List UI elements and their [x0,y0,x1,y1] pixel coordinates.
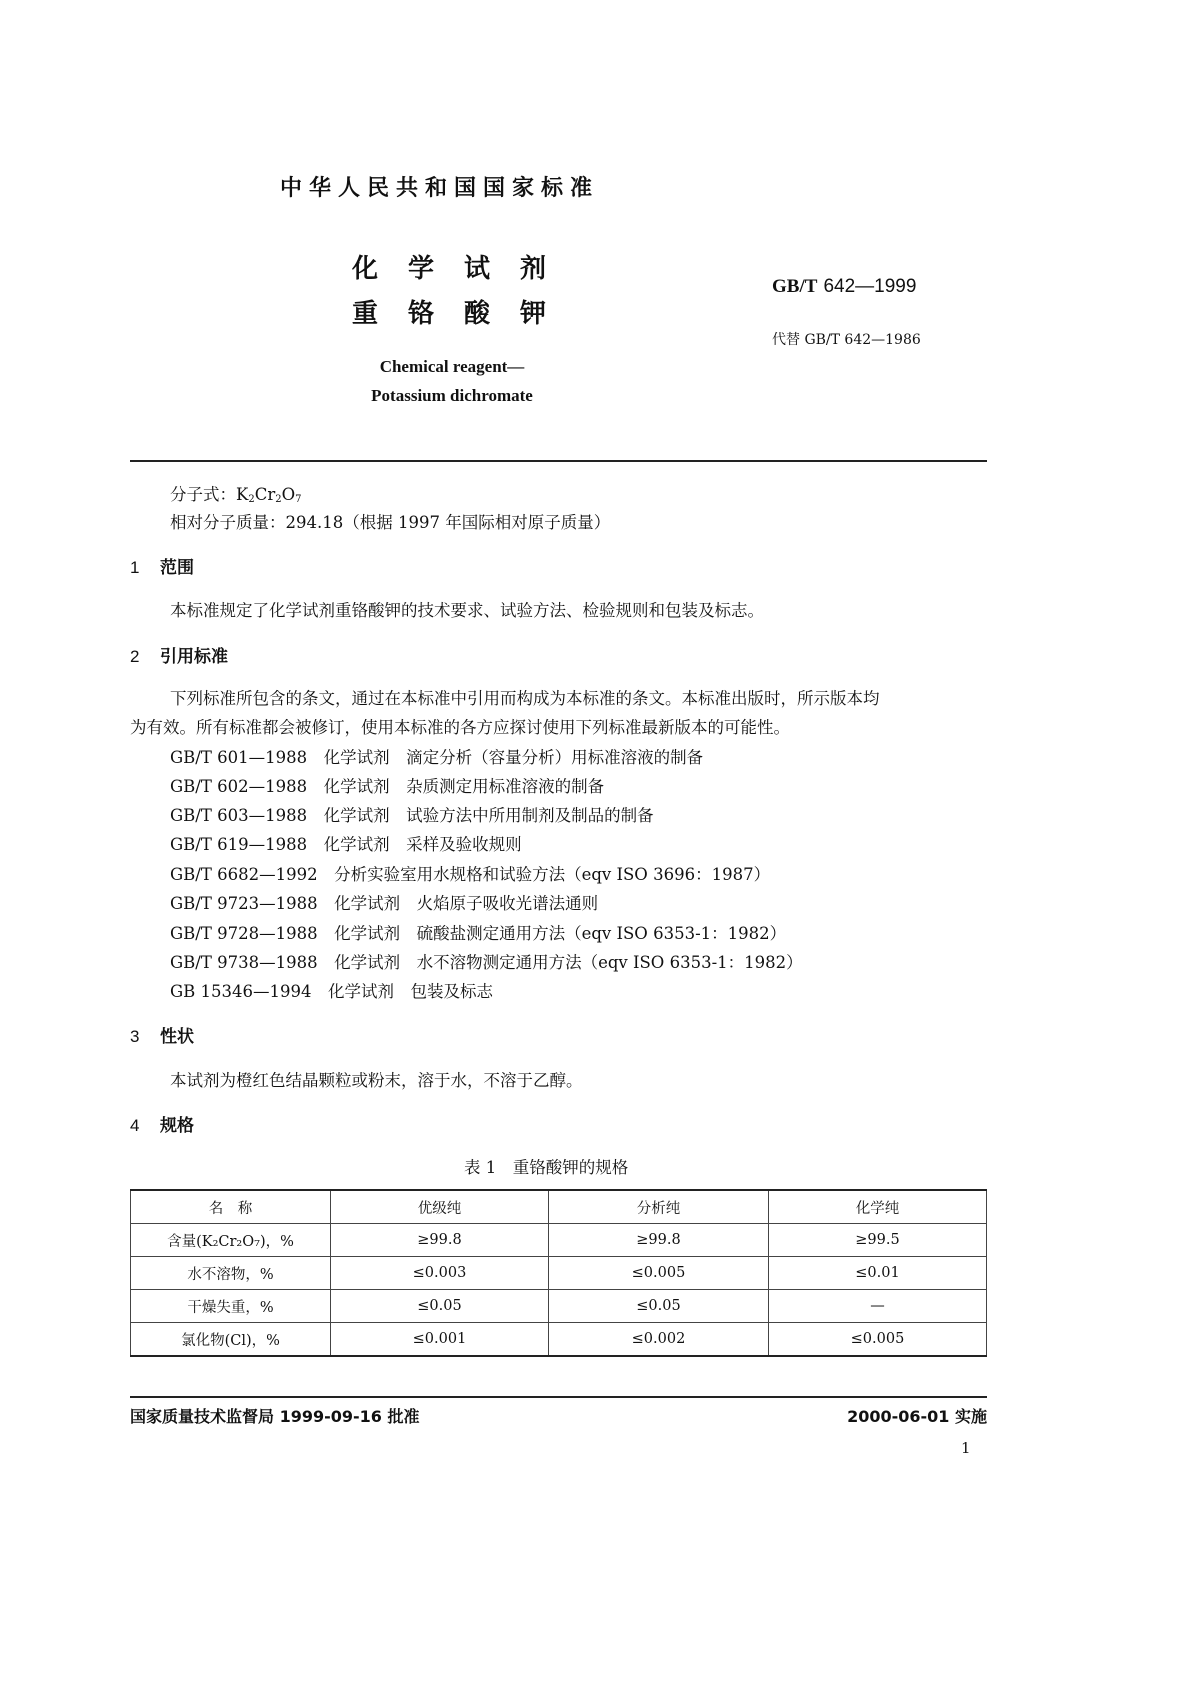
section-title: 性状 [160,1027,194,1047]
reference-item: GB/T 602—1988 化学试剂 杂质测定用标准溶液的制备 [170,777,605,796]
formula-sub: 2 [275,494,282,505]
page-number: 1 [961,1439,971,1457]
section-title: 规格 [160,1116,194,1136]
section-title: 引用标准 [160,647,228,667]
effective-date: 2000-06-01 实施 [847,1407,987,1426]
replaces-note: 代替 GB/T 642—1986 [772,332,921,348]
reference-item: GB 15346—1994 化学试剂 包装及标志 [170,982,494,1001]
table-cell: ≤0.001 [331,1323,549,1357]
reference-item: GB/T 6682—1992 分析实验室用水规格和试验方法（eqv ISO 3696：1987） [170,865,771,884]
section-number: 3 [130,1027,140,1046]
table-cell: 干燥失重，% [131,1290,331,1323]
formula-sub: 2 [248,494,255,505]
table-cell: ≥99.8 [331,1224,549,1257]
approval-note: 国家质量技术监督局 1999-09-16 批准 [130,1407,420,1426]
reference-item: GB/T 601—1988 化学试剂 滴定分析（容量分析）用标准溶液的制备 [170,748,704,767]
molecular-formula [170,487,302,505]
section-2-body-2: 为有效。所有标准都会被修订，使用本标准的各方应探讨使用下列标准最新版本的可能性。 [130,718,790,737]
table-cell: ≥99.5 [769,1224,987,1257]
section-number: 1 [130,558,140,577]
table-cell: ≤0.005 [769,1323,987,1357]
table-cell: ≤0.05 [331,1290,549,1323]
specification-table [130,1189,987,1357]
header-divider [130,460,987,462]
table-cell: 含量(K₂Cr₂O₇)，% [131,1224,331,1257]
section-number: 2 [130,647,140,666]
title-line-2: 重铬酸钾 [352,299,577,329]
section-3-body: 本试剂为橙红色结晶颗粒或粉末，溶于水，不溶于乙醇。 [170,1071,583,1090]
table-cell: ≤0.01 [769,1257,987,1290]
section-3-heading [130,1028,194,1046]
formula-cr: Cr [254,485,276,504]
standard-code [772,277,916,296]
section-title: 范围 [160,558,194,578]
reference-item: GB/T 9723—1988 化学试剂 火焰原子吸收光谱法通则 [170,894,599,913]
reference-item: GB/T 9728—1988 化学试剂 硫酸盐测定通用方法（eqv ISO 6353-1：1982） [170,924,787,943]
code-number: 642—1999 [823,276,917,297]
section-2-heading [130,648,228,666]
molecular-mass: 相对分子质量：294.18（根据 1997 年国际相对原子质量） [170,513,611,532]
header-cell: 名 称 [131,1190,331,1224]
section-2-body-1: 下列标准所包含的条文，通过在本标准中引用而构成为本标准的条文。本标准出版时，所示版本均 [170,689,880,708]
title-line-1: 化学试剂 [352,254,577,284]
table-cell: 水不溶物，% [131,1257,331,1290]
table-row [131,1290,987,1323]
header-cell: 分析纯 [549,1190,769,1224]
table-caption: 表 1 重铬酸钾的规格 [464,1158,629,1177]
code-prefix: GB/T [772,276,818,297]
section-1-heading [130,559,194,577]
header-cell: 优级纯 [331,1190,549,1224]
table-row [131,1224,987,1257]
table-cell: ≤0.003 [331,1257,549,1290]
table-cell: ≤0.005 [549,1257,769,1290]
reference-item: GB/T 603—1988 化学试剂 试验方法中所用制剂及制品的制备 [170,806,654,825]
section-4-heading [130,1117,194,1135]
formula-o: O [281,485,296,504]
header-cell: 化学纯 [769,1190,987,1224]
table-row [131,1323,987,1357]
table-cell: ≤0.002 [549,1323,769,1357]
formula-k: K [236,485,249,504]
reference-item: GB/T 9738—1988 化学试剂 水不溶物测定通用方法（eqv ISO 6353-1：1982） [170,953,803,972]
section-1-body: 本标准规定了化学试剂重铬酸钾的技术要求、试验方法、检验规则和包装及标志。 [170,601,764,620]
table-cell: ≤0.05 [549,1290,769,1323]
table-cell: ≥99.8 [549,1224,769,1257]
nation-standard-heading: 中华人民共和国国家标准 [280,176,600,201]
table-header-row [131,1190,987,1224]
formula-label: 分子式： [170,485,236,504]
table-cell: — [769,1290,987,1323]
section-number: 4 [130,1116,140,1135]
table-row [131,1257,987,1290]
footer-divider [130,1396,987,1398]
table-cell: 氯化物(Cl)，% [131,1323,331,1357]
reference-item: GB/T 619—1988 化学试剂 采样及验收规则 [170,835,522,854]
english-title-1: Chemical reagent— [379,357,525,376]
formula-sub: 7 [295,494,302,505]
english-title-2: Potassium dichromate [371,386,533,405]
